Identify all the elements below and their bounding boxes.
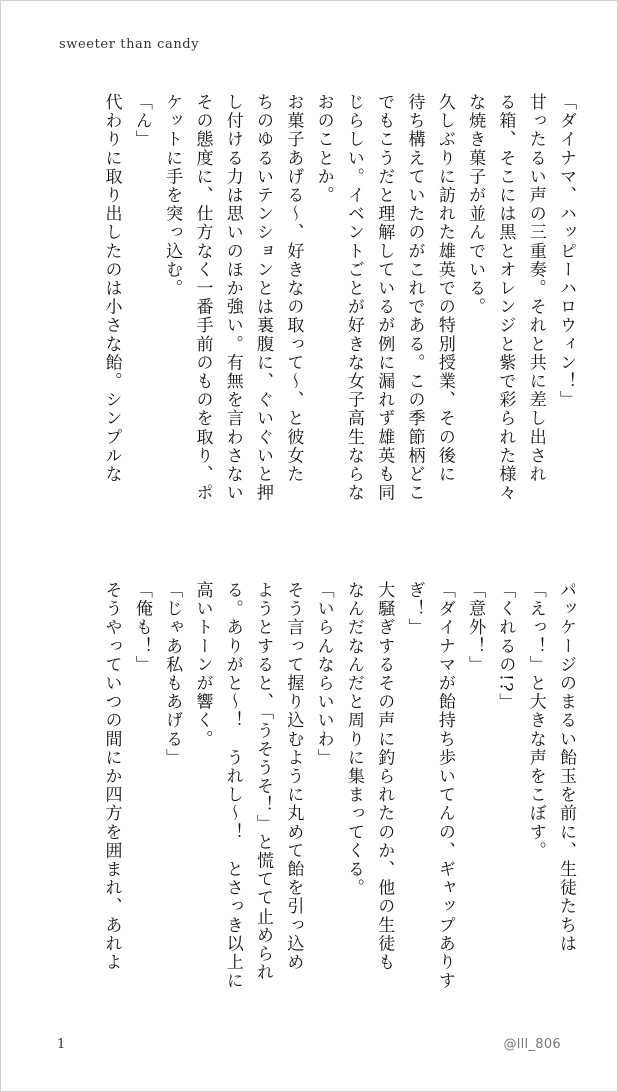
- upper-text-block: [41, 93, 581, 533]
- text-line: じらしい。イベントごとが好きな女子高生ならな: [343, 93, 364, 503]
- text-line: なんだなんだと周りに集まってくる。: [343, 581, 364, 898]
- text-line: 久しぶりに訪れた雄英での特別授業、その後に: [434, 93, 455, 484]
- text-line: 待ち構えていたのがこれである。この季節柄どこ: [404, 93, 425, 503]
- text-line: 甘ったるい声の三重奏。それと共に差し出され: [525, 93, 546, 484]
- text-line: 代わりに取り出したのは小さな飴。シンプルな: [101, 93, 122, 484]
- text-line: 「俺も！」: [131, 581, 152, 674]
- text-line: 大騒ぎするその声に釣られたのか、他の生徒も: [374, 581, 395, 972]
- text-line: 「意外！」: [465, 581, 486, 674]
- text-line: その態度に、仕方なく一番手前のものを取り、ポ: [192, 93, 213, 503]
- author-handle: @lll_806: [503, 1037, 561, 1052]
- text-line: し付ける力は思いのほか強い。有無を言わさない: [222, 93, 243, 503]
- text-line: 「ダイナマが飴持ち歩いてんの、ギャップありす: [434, 581, 455, 991]
- text-line: 「くれるの!?」: [495, 581, 516, 712]
- text-line: ちのゆるいテンションとは裏腹に、ぐいぐいと押: [253, 93, 274, 503]
- text-line: おのことか。: [313, 93, 334, 205]
- text-line: る。ありがと〜！ うれし〜！ とさっき以上に: [222, 581, 243, 991]
- text-line: 「ん」: [131, 93, 152, 149]
- text-line: ケットに手を突っ込む。: [162, 93, 183, 298]
- text-line: お菓子あげる〜、好きなの取って〜、と彼女た: [283, 93, 304, 484]
- text-line: る箱、そこには黒とオレンジと紫で彩られた様々: [495, 93, 516, 503]
- text-line: そう言って握り込むように丸めて飴を引っ込め: [283, 581, 304, 972]
- text-line: パッケージのまるい飴玉を前に、生徒たちは: [556, 581, 576, 953]
- page-number: 1: [57, 1037, 66, 1052]
- text-line: な焼き菓子が並んでいる。: [465, 93, 486, 317]
- text-line: そうやっていつの間にか四方を囲まれ、あれよ: [101, 581, 122, 972]
- text-line: 「ダイナマ、ハッピーハロウィン！」: [556, 93, 576, 410]
- text-line: でもこうだと理解しているが例に漏れず雄英も同: [374, 93, 395, 503]
- text-line: 「えっ！」と大きな声をこぼす。: [525, 581, 546, 860]
- text-line: 「いらんならいいわ」: [313, 581, 334, 767]
- running-title: sweeter than candy: [59, 37, 200, 52]
- lower-text-block: [41, 581, 581, 1011]
- text-line: 「じゃあ私もあげる」: [162, 581, 183, 767]
- text-line: ようとすると、「うそうそ！」と慌てて止められ: [253, 581, 274, 982]
- text-line: ぎ！」: [404, 581, 425, 637]
- text-line: 高いトーンが響く。: [192, 581, 213, 749]
